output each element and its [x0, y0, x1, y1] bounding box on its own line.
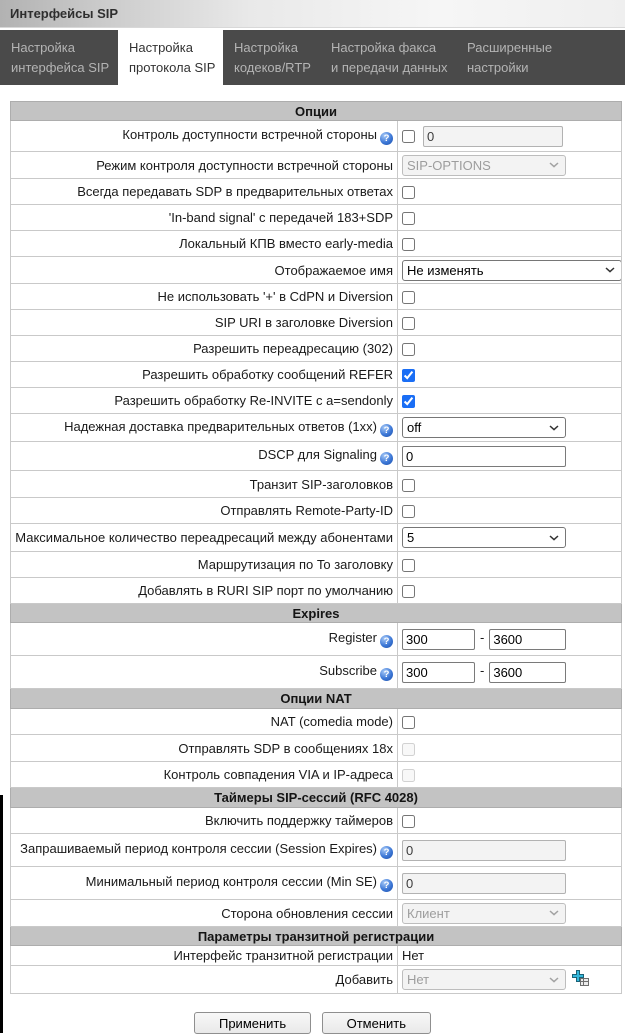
row-label-text: Максимальное количество переадресаций между абонентами [15, 530, 393, 545]
row-label [11, 414, 398, 442]
row-label [11, 310, 398, 336]
row-label-text: Отправлять SDP в сообщениях 18x [178, 740, 393, 756]
tab-sip-protocol-settings[interactable]: Настройка протокола SIP [118, 30, 223, 85]
cancel-button[interactable]: Отменить [322, 1012, 431, 1034]
row-label [11, 471, 398, 498]
row-control [398, 808, 622, 834]
help-icon[interactable]: ? [380, 452, 393, 465]
row-label [11, 388, 398, 414]
row-label-text: Добавить [335, 972, 393, 987]
text-input[interactable] [402, 446, 566, 467]
table-row [11, 498, 622, 524]
row-label-text: Контроль доступности встречной стороны [122, 127, 377, 142]
row-control [398, 179, 622, 205]
checkbox[interactable] [402, 815, 415, 828]
row-control [398, 578, 622, 604]
row-label-text: Маршрутизация по To заголовку [197, 557, 393, 572]
row-label [11, 946, 398, 966]
row-control [398, 442, 622, 471]
select-dropdown [402, 969, 566, 990]
row-control [398, 524, 622, 552]
row-label-text: Надежная доставка предварительных ответов (1xx) [64, 418, 377, 434]
row-control [398, 362, 622, 388]
table-row [11, 900, 622, 927]
table-row [11, 578, 622, 604]
text-input[interactable] [402, 629, 475, 650]
select-dropdown[interactable] [402, 527, 566, 548]
row-label-text: Разрешить обработку сообщений REFER [142, 367, 393, 382]
row-control [398, 152, 622, 179]
row-label-text: Минимальный период контроля сессии (Min SE) [85, 874, 377, 889]
row-control [398, 414, 622, 442]
row-label-text: Добавлять в RURI SIP порт по умолчанию [138, 583, 393, 598]
row-label [11, 808, 398, 834]
row-label [11, 735, 398, 762]
row-label [11, 900, 398, 927]
row-label-text: Отправлять Remote-Party-ID [220, 503, 393, 518]
row-label [11, 231, 398, 257]
page-title: Интерфейсы SIP [10, 6, 119, 21]
select-value: SIP-OPTIONS [407, 157, 491, 173]
table-row [11, 121, 622, 152]
row-label [11, 336, 398, 362]
row-label [11, 709, 398, 735]
row-control [398, 205, 622, 231]
row-label-text: Всегда передавать SDP в предварительных ответах [77, 184, 393, 199]
row-control [398, 284, 622, 310]
row-label-text: DSCP для Signaling [258, 447, 377, 462]
tab-bar [0, 30, 625, 85]
row-control [398, 336, 622, 362]
section-header: Опции [11, 102, 622, 121]
row-control [398, 966, 622, 994]
table-row [11, 442, 622, 471]
tab-bar-filler [560, 30, 625, 85]
table-row [11, 310, 622, 336]
table-row [11, 284, 622, 310]
checkbox[interactable] [402, 343, 415, 356]
select-value: Не изменять [407, 262, 484, 278]
table-row [11, 179, 622, 205]
select-dropdown[interactable] [402, 260, 622, 281]
table-row [11, 709, 622, 735]
table-row [11, 471, 622, 498]
row-control [398, 834, 622, 867]
chevron-down-icon [549, 910, 559, 916]
row-label-text: Разрешить переадресацию (302) [193, 341, 393, 356]
table-row [11, 946, 622, 966]
checkbox[interactable] [402, 395, 415, 408]
apply-button[interactable]: Применить [194, 1012, 311, 1034]
row-control [398, 735, 622, 762]
table-row [11, 257, 622, 284]
text-input[interactable] [489, 629, 566, 650]
select-dropdown[interactable] [402, 417, 566, 438]
row-label [11, 152, 398, 179]
table-row [11, 388, 622, 414]
checkbox [402, 769, 415, 782]
table-row [11, 735, 622, 762]
table-row [11, 231, 622, 257]
row-label-text: Транзит SIP-заголовков [249, 476, 393, 492]
row-label [11, 205, 398, 231]
checkbox[interactable] [402, 585, 415, 598]
row-control [398, 709, 622, 735]
row-label [11, 257, 398, 284]
select-value: 5 [407, 530, 415, 545]
page-title-bar [0, 0, 625, 28]
help-icon[interactable]: ? [380, 424, 393, 437]
action-buttons [0, 1012, 625, 1034]
row-label-text: NAT (comedia mode) [270, 714, 393, 729]
table-row [11, 808, 622, 834]
text-input [402, 873, 566, 894]
section-header: Параметры транзитной регистрации [11, 927, 622, 946]
help-icon[interactable]: ? [380, 879, 393, 892]
row-control [398, 867, 622, 900]
static-value: Нет [402, 948, 425, 963]
row-label-text: Включить поддержку таймеров [204, 813, 393, 828]
select-value: Нет [407, 972, 430, 987]
range-separator: - [480, 630, 485, 646]
row-label [11, 762, 398, 788]
row-label-text: Сторона обновления сессии [221, 905, 393, 921]
row-control [398, 231, 622, 257]
screen-edge-artifact [0, 795, 3, 1033]
select-value: Клиент [407, 905, 450, 921]
row-label-text: Разрешить обработку Re-INVITE с a=sendonly [114, 393, 393, 408]
checkbox[interactable] [402, 238, 415, 251]
row-label [11, 362, 398, 388]
row-label-text: Запрашиваемый период контроля сессии (Session Expires) [20, 841, 377, 856]
table-row [11, 834, 622, 867]
row-label [11, 966, 398, 994]
table-row [11, 867, 622, 900]
tab-fax-data-settings[interactable]: Настройка факса и передачи данных [331, 40, 448, 75]
row-label-text: Отображаемое имя [274, 262, 393, 278]
row-control [398, 310, 622, 336]
row-label-text: Контроль совпадения VIA и IP-адреса [163, 767, 393, 782]
settings-table-body [11, 102, 622, 994]
text-input [423, 126, 563, 147]
row-label [11, 578, 398, 604]
checkbox[interactable] [402, 559, 415, 572]
help-icon[interactable]: ? [380, 635, 393, 648]
row-label-text: Локальный КПВ вместо early-media [179, 236, 393, 251]
table-row [11, 762, 622, 788]
checkbox[interactable] [402, 212, 415, 225]
table-row [11, 336, 622, 362]
tab-sip-interface-settings[interactable]: Настройка интерфейса SIP [11, 40, 110, 75]
text-input[interactable] [402, 662, 475, 683]
row-control [398, 471, 622, 498]
checkbox [402, 743, 415, 756]
checkbox[interactable] [402, 130, 415, 143]
table-row [11, 205, 622, 231]
tab-advanced-settings[interactable]: Расширенные настройки [467, 40, 553, 75]
chevron-down-icon [549, 535, 559, 541]
checkbox[interactable] [402, 716, 415, 729]
table-row [11, 524, 622, 552]
row-control [398, 623, 622, 656]
chevron-down-icon [549, 977, 559, 983]
row-control [398, 121, 622, 152]
row-control [398, 552, 622, 578]
row-control [398, 762, 622, 788]
table-row [11, 623, 622, 656]
row-label-text: Register [328, 630, 377, 645]
add-interface-icon[interactable] [572, 970, 590, 990]
row-label [11, 834, 398, 867]
table-row [11, 414, 622, 442]
chevron-down-icon [605, 267, 615, 273]
table-row [11, 552, 622, 578]
row-label [11, 524, 398, 552]
row-control [398, 946, 622, 966]
row-control [398, 388, 622, 414]
section-header: Expires [11, 604, 622, 623]
table-row [11, 656, 622, 689]
checkbox[interactable] [402, 291, 415, 304]
checkbox[interactable] [402, 369, 415, 382]
row-label-text: Не использовать '+' в CdPN и Diversion [157, 289, 393, 304]
section-header: Опции NAT [11, 689, 622, 709]
range-separator: - [480, 663, 485, 679]
table-row [11, 966, 622, 994]
select-value: off [407, 420, 422, 435]
row-label [11, 284, 398, 310]
row-control [398, 656, 622, 689]
row-label-text: Режим контроля доступности встречной стороны [96, 157, 393, 173]
help-icon[interactable]: ? [380, 132, 393, 145]
table-row [11, 362, 622, 388]
text-input [402, 840, 566, 861]
row-label [11, 121, 398, 152]
row-label-text: Subscribe [319, 663, 377, 678]
row-label-text: Интерфейс транзитной регистрации [173, 948, 393, 963]
section-header: Таймеры SIP-сессий (RFC 4028) [11, 788, 622, 808]
help-icon[interactable]: ? [380, 668, 393, 681]
chevron-down-icon [549, 425, 559, 431]
select-dropdown [402, 903, 566, 924]
row-label-text: 'In-band signal' с передачей 183+SDP [168, 210, 393, 225]
row-control [398, 257, 622, 284]
checkbox[interactable] [402, 505, 415, 518]
checkbox[interactable] [402, 317, 415, 330]
tab-codecs-rtp-settings[interactable]: Настройка кодеков/RTP [234, 40, 311, 75]
row-label [11, 179, 398, 205]
row-label-text: SIP URI в заголовке Diversion [214, 315, 393, 330]
checkbox[interactable] [402, 479, 415, 492]
settings-table [10, 101, 622, 994]
row-label [11, 867, 398, 900]
row-control [398, 498, 622, 524]
help-icon[interactable]: ? [380, 846, 393, 859]
row-label [11, 442, 398, 471]
row-label [11, 623, 398, 656]
text-input[interactable] [489, 662, 566, 683]
checkbox[interactable] [402, 186, 415, 199]
row-label [11, 498, 398, 524]
row-control [398, 900, 622, 927]
row-label [11, 656, 398, 689]
table-row [11, 152, 622, 179]
chevron-down-icon [549, 162, 559, 168]
row-label [11, 552, 398, 578]
select-dropdown [402, 155, 566, 176]
